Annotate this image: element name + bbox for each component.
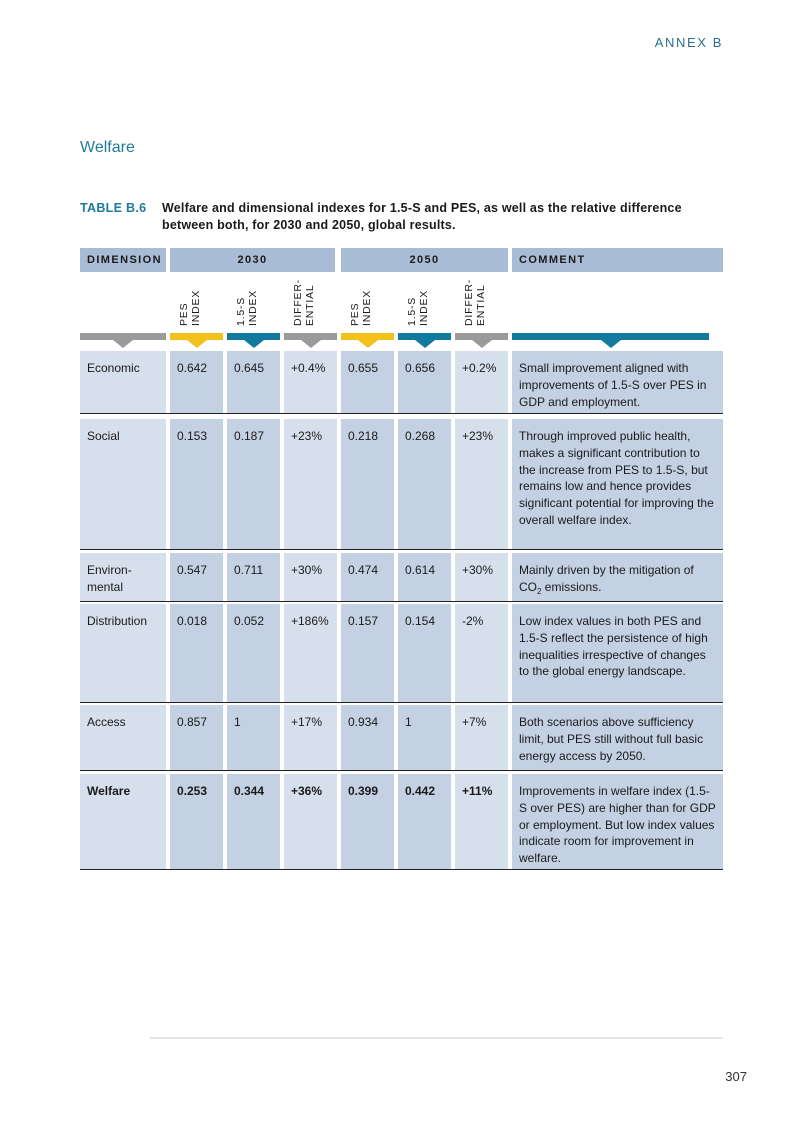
column-marker-bar	[398, 333, 451, 340]
column-marker-bar	[341, 333, 394, 340]
comment-cell	[512, 553, 723, 601]
header-comment: COMMENT	[512, 248, 723, 272]
value-cell: +7%	[455, 705, 508, 770]
down-arrow-icon	[301, 340, 321, 348]
page-number: 307	[725, 1069, 747, 1084]
value-cell: 0.154	[398, 604, 451, 702]
header-2030: 2030	[170, 248, 335, 272]
comment-cell: Improvements in welfare index (1.5-S over PES) are higher than for GDP or employment. But low index values indicate room for improvement in welfare.	[512, 774, 723, 869]
subheader-differential-2050	[455, 278, 507, 328]
table-caption	[80, 200, 720, 234]
comment-text: emissions.	[541, 579, 602, 594]
section-title: Welfare	[80, 139, 135, 156]
value-cell: 0.052	[227, 604, 280, 702]
value-cell: +11%	[455, 774, 508, 869]
dimension-cell: Environ- mental	[80, 553, 166, 601]
down-arrow-icon	[472, 340, 492, 348]
value-cell: +0.2%	[455, 351, 508, 413]
header-2050: 2050	[341, 248, 508, 272]
value-cell: +17%	[284, 705, 337, 770]
value-cell: 0.711	[227, 553, 280, 601]
value-cell: 0.645	[227, 351, 280, 413]
column-marker-bar	[227, 333, 280, 340]
down-arrow-icon	[415, 340, 435, 348]
row-divider	[80, 549, 723, 550]
value-cell: +36%	[284, 774, 337, 869]
value-cell: 1	[398, 705, 451, 770]
subheader-pes-index-2050	[341, 278, 393, 328]
subheader-label: 1.5-S INDEX	[406, 289, 430, 326]
table-caption-label: TABLE B.6	[80, 201, 147, 215]
value-cell: 0.218	[341, 419, 394, 549]
subheader-differential-2030	[284, 278, 336, 328]
column-marker-bar	[284, 333, 337, 340]
table-caption-text: Welfare and dimensional indexes for 1.5-S and PES, as well as the relative difference between both, for 2030 and 2050, global results.	[162, 201, 682, 232]
comment-text: Mainly driven by the mitigation of CO	[519, 563, 694, 594]
row-divider	[80, 702, 723, 703]
value-cell: 0.018	[170, 604, 223, 702]
dimension-cell: Welfare	[80, 774, 166, 869]
header-dimension: DIMENSION	[80, 248, 166, 272]
value-cell: 0.253	[170, 774, 223, 869]
value-cell: 0.153	[170, 419, 223, 549]
value-cell: +0.4%	[284, 351, 337, 413]
subheader-label: DIFFER- ENTIAL	[292, 278, 316, 326]
row-divider	[80, 770, 723, 771]
value-cell: 0.442	[398, 774, 451, 869]
subheader-label: PES INDEX	[178, 289, 202, 326]
value-cell: 0.268	[398, 419, 451, 549]
value-cell: 0.614	[398, 553, 451, 601]
value-cell: 0.655	[341, 351, 394, 413]
down-arrow-icon	[187, 340, 207, 348]
value-cell: 1	[227, 705, 280, 770]
value-cell: 0.857	[170, 705, 223, 770]
value-cell: +30%	[284, 553, 337, 601]
down-arrow-icon	[601, 340, 621, 348]
comment-subscript: 2	[537, 586, 542, 596]
comment-cell: Both scenarios above sufficiency limit, but PES still without full basic energy access by 2050.	[512, 705, 723, 770]
dimension-cell: Economic	[80, 351, 166, 413]
value-cell: 0.474	[341, 553, 394, 601]
column-marker-bar	[80, 333, 166, 340]
down-arrow-icon	[244, 340, 264, 348]
subheader-pes-index-2030	[170, 278, 222, 328]
down-arrow-icon	[358, 340, 378, 348]
subheader-index-15s-2050	[398, 278, 450, 328]
annex-label: ANNEX B	[654, 35, 723, 50]
value-cell: +23%	[455, 419, 508, 549]
value-cell: +23%	[284, 419, 337, 549]
value-cell: 0.934	[341, 705, 394, 770]
dimension-cell: Access	[80, 705, 166, 770]
value-cell: 0.187	[227, 419, 280, 549]
column-marker-bar	[512, 333, 709, 340]
row-divider	[80, 869, 723, 870]
dimension-cell: Distribution	[80, 604, 166, 702]
value-cell: 0.642	[170, 351, 223, 413]
row-divider	[80, 601, 723, 602]
value-cell: 0.399	[341, 774, 394, 869]
value-cell: 0.344	[227, 774, 280, 869]
subheader-label: 1.5-S INDEX	[235, 289, 259, 326]
value-cell: 0.656	[398, 351, 451, 413]
column-marker-bar	[455, 333, 508, 340]
row-divider	[80, 413, 723, 414]
value-cell: 0.157	[341, 604, 394, 702]
subheader-index-15s-2030	[227, 278, 279, 328]
dimension-cell: Social	[80, 419, 166, 549]
subheader-label: DIFFER- ENTIAL	[463, 278, 487, 326]
column-marker-bar	[170, 333, 223, 340]
value-cell: +30%	[455, 553, 508, 601]
comment-cell: Low index values in both PES and 1.5-S reflect the persistence of high inequalities irrespective of changes to the global energy landscape.	[512, 604, 723, 702]
value-cell: -2%	[455, 604, 508, 702]
value-cell: 0.547	[170, 553, 223, 601]
value-cell: +186%	[284, 604, 337, 702]
footer-rule	[150, 1037, 723, 1039]
comment-cell: Through improved public health, makes a significant contribution to the increase from PES to 1.5-S, but remains low and hence provides significant potential for improving the overall welfare index.	[512, 419, 723, 549]
down-arrow-icon	[113, 340, 133, 348]
subheader-label: PES INDEX	[349, 289, 373, 326]
comment-cell: Small improvement aligned with improvements of 1.5-S over PES in GDP and employment.	[512, 351, 723, 413]
